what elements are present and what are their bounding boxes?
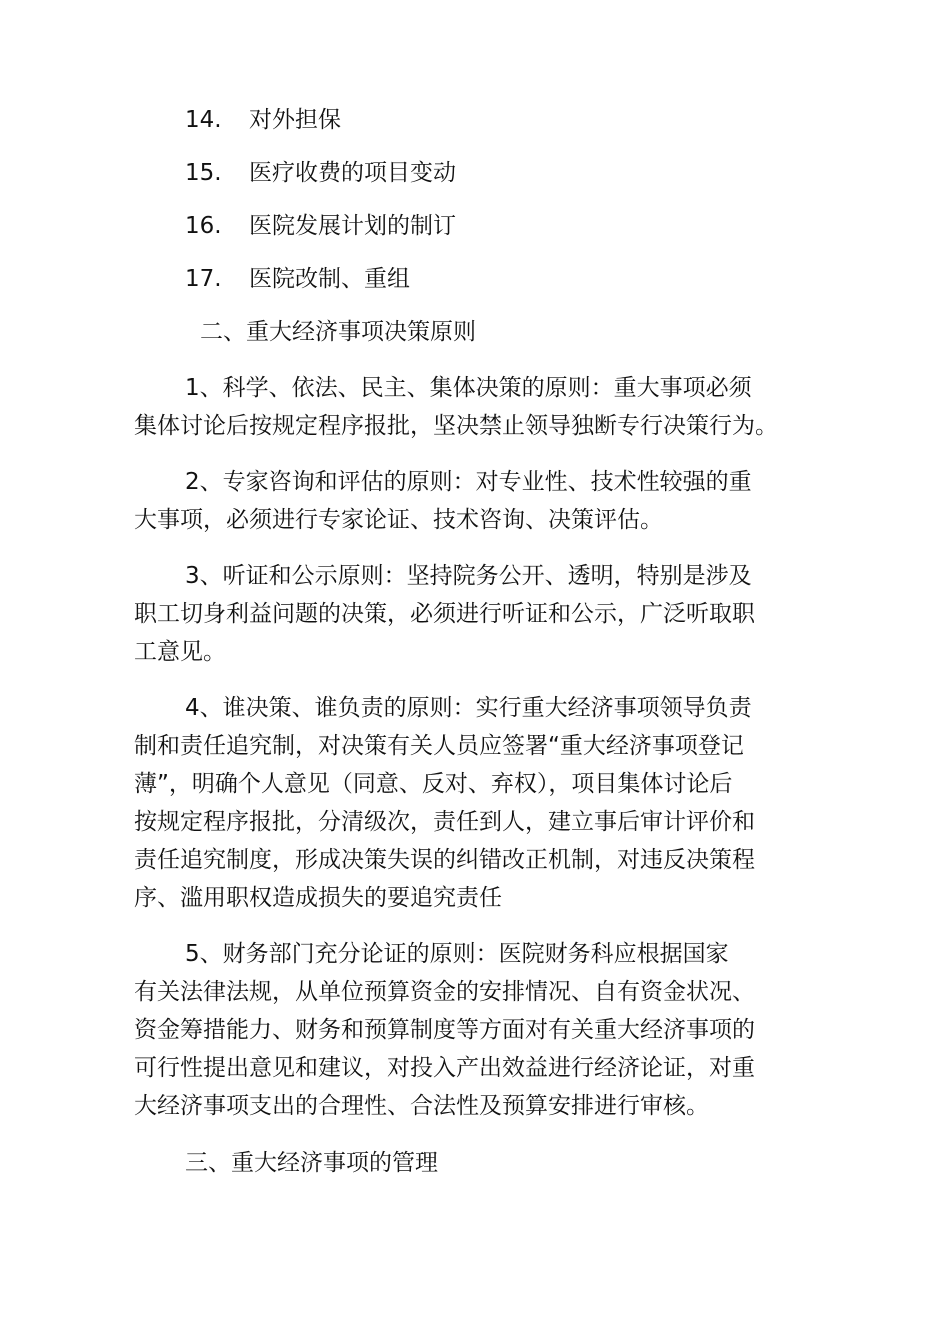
section-heading: 二、重大经济事项决策原则	[200, 319, 476, 345]
list-item-number: 15.	[185, 160, 222, 186]
paragraph-line: 薄”，明确个人意见（同意、反对、弃权），项目集体讨论后	[134, 771, 733, 797]
paragraph-line: 可行性提出意见和建议，对投入产出效益进行经济论证，对重	[134, 1055, 755, 1081]
list-item	[185, 264, 410, 294]
paragraph-line: 大经济事项支出的合理性、合法性及预算安排进行审核。	[134, 1093, 709, 1119]
paragraph	[134, 369, 834, 445]
list-item	[185, 158, 456, 188]
paragraph-line: 资金筹措能力、财务和预算制度等方面对有关重大经济事项的	[134, 1017, 755, 1043]
paragraph	[134, 935, 834, 1125]
list-item-text: 医院改制、重组	[249, 266, 410, 292]
list-item-text: 医院发展计划的制订	[249, 213, 456, 239]
paragraph-line: 有关法律法规，从单位预算资金的安排情况、自有资金状况、	[134, 979, 755, 1005]
list-item-text: 对外担保	[249, 107, 341, 133]
list-item-number: 14.	[185, 107, 222, 133]
paragraph	[134, 557, 834, 671]
paragraph-line: 1、科学、依法、民主、集体决策的原则：重大事项必须	[185, 375, 752, 401]
list-item-number: 16.	[185, 213, 222, 239]
paragraph-line: 制和责任追究制，对决策有关人员应签署“重大经济事项登记	[134, 733, 744, 759]
paragraph-line: 5、财务部门充分论证的原则：医院财务科应根据国家	[185, 941, 729, 967]
paragraph-line: 职工切身利益问题的决策，必须进行听证和公示，广泛听取职	[134, 601, 755, 627]
paragraph	[134, 463, 834, 539]
paragraph-line: 大事项，必须进行专家论证、技术咨询、决策评估。	[134, 507, 663, 533]
paragraph-line: 集体讨论后按规定程序报批，坚决禁止领导独断专行决策行为。	[134, 413, 778, 439]
paragraph-line: 序、滥用职权造成损失的要追究责任	[134, 885, 502, 911]
list-item	[185, 211, 456, 241]
section-heading: 三、重大经济事项的管理	[185, 1150, 438, 1176]
paragraph-line: 2、专家咨询和评估的原则：对专业性、技术性较强的重	[185, 469, 752, 495]
paragraph-line: 按规定程序报批，分清级次，责任到人，建立事后审计评价和	[134, 809, 755, 835]
paragraph-line: 责任追究制度，形成决策失误的纠错改正机制，对违反决策程	[134, 847, 755, 873]
list-item-number: 17.	[185, 266, 222, 292]
paragraph-line: 3、听证和公示原则：坚持院务公开、透明，特别是涉及	[185, 563, 752, 589]
list-item-text: 医疗收费的项目变动	[249, 160, 456, 186]
list-item	[185, 105, 341, 135]
paragraph-line: 工意见。	[134, 639, 226, 665]
paragraph-line: 4、谁决策、谁负责的原则：实行重大经济事项领导负责	[185, 695, 752, 721]
paragraph	[134, 689, 834, 917]
